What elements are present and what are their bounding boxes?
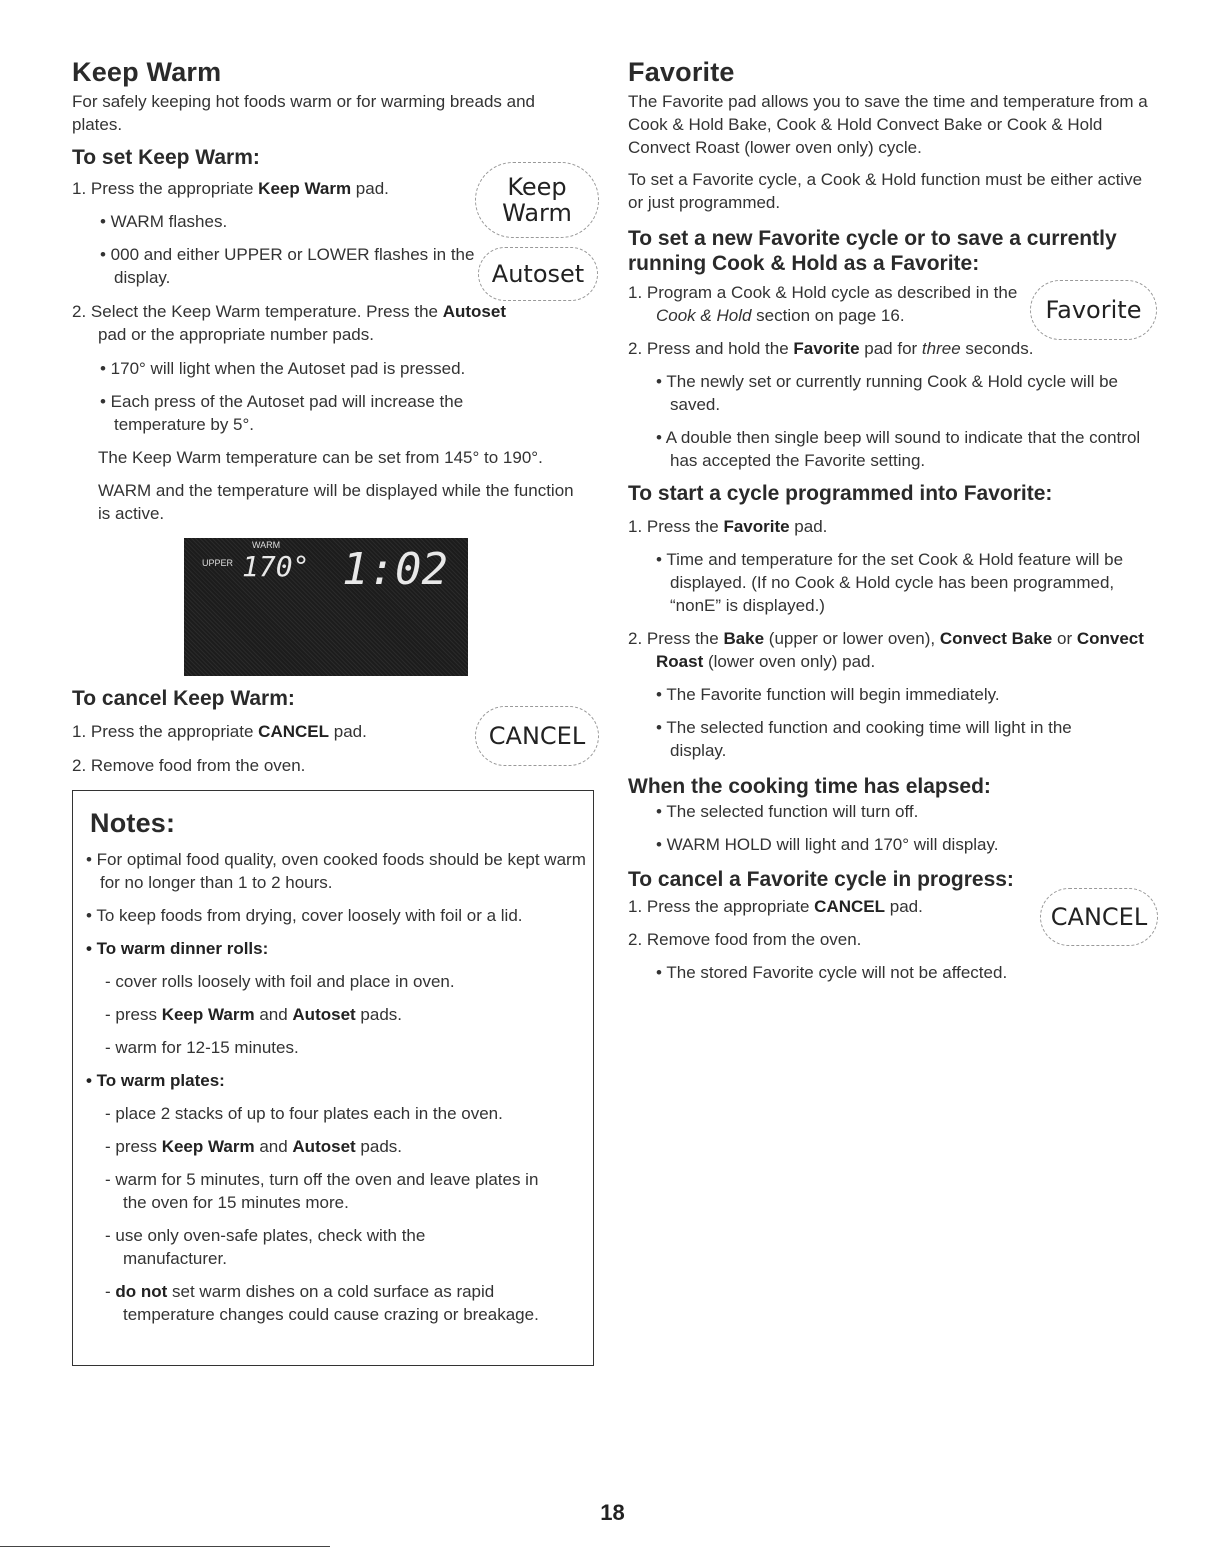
favorite-intro: The Favorite pad allows you to save the time and temperature from a Cook & Hold Bake, Cook & Hold Convect Bake or Cook & Hold Convect Roast (lower oven only) cycle. bbox=[628, 92, 1148, 157]
fav-step1-post: section on page 16. bbox=[751, 306, 905, 325]
note-plates-5-bold: do not bbox=[115, 1282, 168, 1301]
fav-step2-bold: Favorite bbox=[793, 339, 860, 358]
cancel-pad-left bbox=[475, 706, 599, 766]
fav-start-step1 bbox=[628, 515, 1028, 538]
note-plates-2-b1: Keep Warm bbox=[161, 1137, 255, 1156]
kw-step1 bbox=[72, 177, 472, 200]
display-warm-label: WARM bbox=[252, 540, 281, 550]
cancel-pad-right bbox=[1040, 888, 1158, 946]
note-plates-2-pre: - press bbox=[105, 1137, 162, 1156]
note-plates-2-mid: and bbox=[254, 1137, 293, 1156]
kw-step2 bbox=[72, 300, 518, 346]
note-plates-3: - warm for 5 minutes, turn off the oven and leave plates in the oven for 15 minutes more. bbox=[105, 1170, 539, 1212]
note-plates-1: - place 2 stacks of up to four plates each in the oven. bbox=[105, 1104, 503, 1123]
autoset-pad bbox=[478, 247, 598, 301]
favorite-intro2: To set a Favorite cycle, a Cook & Hold function must be either active or just programmed. bbox=[628, 170, 1143, 212]
kw-step1-bullet1: • WARM flashes. bbox=[100, 212, 228, 231]
fav-start1-post: pad. bbox=[789, 517, 828, 536]
start-favorite-heading: To start a cycle programmed into Favorite: bbox=[628, 482, 1053, 505]
fav-start2-pre: 2. Press the bbox=[628, 629, 724, 648]
note-plates-5-post: set warm dishes on a cold surface as rapid temperature changes could cause crazing or breakage. bbox=[123, 1282, 539, 1324]
kw-step2-text: 2. Select the Keep Warm temperature. Press the bbox=[72, 302, 443, 321]
pad-warm-label: Warm bbox=[502, 199, 572, 227]
kw-cancel-step2: 2. Remove food from the oven. bbox=[72, 756, 306, 775]
fav-step2-mid: pad for bbox=[859, 339, 922, 358]
keep-warm-pad bbox=[475, 162, 599, 238]
fav-cancel1-pre: 1. Press the appropriate bbox=[628, 897, 815, 916]
note-rolls-1: - cover rolls loosely with foil and place in oven. bbox=[105, 972, 455, 991]
cancel-keep-warm-heading: To cancel Keep Warm: bbox=[72, 687, 295, 710]
fav-start1-bold: Favorite bbox=[723, 517, 790, 536]
fav-start-step2 bbox=[628, 627, 1176, 673]
fav-start2-b2: Convect Bake bbox=[939, 629, 1053, 648]
note-rolls-3: - warm for 12-15 minutes. bbox=[105, 1038, 299, 1057]
fav-start-step1-bullet: • Time and temperature for the set Cook & Hold feature will be displayed. (If no Cook & Hold cycle has been programmed, “nonE” is displayed.) bbox=[656, 550, 1124, 615]
kw-step2-bold: Autoset bbox=[442, 302, 506, 321]
display-temperature: 170° bbox=[242, 550, 310, 583]
set-keep-warm-heading: To set Keep Warm: bbox=[72, 146, 260, 169]
display-upper-label: UPPER bbox=[202, 558, 234, 568]
favorite-title: Favorite bbox=[628, 57, 735, 87]
fav-step2-bullet2: • A double then single beep will sound to indicate that the control has accepted the Favorite setting. bbox=[656, 428, 1141, 470]
kw-cancel1-post: pad. bbox=[329, 722, 367, 741]
fav-start2-post: (lower oven only) pad. bbox=[703, 652, 876, 671]
notes-title: Notes: bbox=[90, 808, 176, 838]
pad-autoset-label: Autoset bbox=[491, 260, 585, 288]
note-plates-5-pre: - bbox=[105, 1282, 116, 1301]
kw-step2-post: pad or the appropriate number pads. bbox=[98, 325, 374, 344]
fav-step1-pre: 1. Program a Cook & Hold cycle as described in the bbox=[628, 283, 1018, 302]
note-rolls-heading bbox=[86, 937, 486, 960]
note-plates-heading bbox=[86, 1069, 486, 1092]
note-plates-5 bbox=[105, 1280, 563, 1326]
fav-cancel1-post: pad. bbox=[885, 897, 923, 916]
oven-display bbox=[184, 538, 468, 676]
kw-step1-post: pad. bbox=[351, 179, 389, 198]
favorite-pad bbox=[1030, 280, 1157, 340]
note-rolls-2-b2: Autoset bbox=[292, 1005, 356, 1024]
fav-start2-mid: (upper or lower oven), bbox=[764, 629, 940, 648]
fav-start2-b1: Bake bbox=[723, 629, 765, 648]
kw-step2-bullet2: • Each press of the Autoset pad will increase the temperature by 5°. bbox=[100, 392, 464, 434]
note-plates-4: - use only oven-safe plates, check with the manufacturer. bbox=[105, 1226, 426, 1268]
kw-step1-text: 1. Press the appropriate bbox=[72, 179, 259, 198]
fav-start2-b3: Convect Roast bbox=[656, 629, 1144, 671]
fav-step2-bullet1: • The newly set or currently running Cook & Hold cycle will be saved. bbox=[656, 372, 1119, 414]
kw-cancel1-bold: CANCEL bbox=[258, 722, 330, 741]
kw-step1-bold: Keep Warm bbox=[258, 179, 352, 198]
note-rolls-heading-text: • To warm dinner rolls: bbox=[86, 939, 269, 958]
note-2: • To keep foods from drying, cover loosely with foil or a lid. bbox=[86, 906, 523, 925]
elapsed-heading: When the cooking time has elapsed: bbox=[628, 775, 991, 798]
note-rolls-2-post: pads. bbox=[355, 1005, 402, 1024]
fav-step2-italic: three bbox=[921, 339, 961, 358]
kw-cancel-step1 bbox=[72, 720, 452, 743]
new-favorite-heading: To set a new Favorite cycle or to save a currently running Cook & Hold as a Favorite: bbox=[628, 227, 1117, 275]
note-rolls-2-mid: and bbox=[254, 1005, 293, 1024]
display-time: 1:02 bbox=[342, 544, 448, 595]
fav-step2 bbox=[628, 337, 1128, 360]
note-plates-2-post: pads. bbox=[355, 1137, 402, 1156]
note-plates-2 bbox=[105, 1135, 575, 1158]
cancel-favorite-heading: To cancel a Favorite cycle in progress: bbox=[628, 868, 1014, 891]
note-rolls-2-b1: Keep Warm bbox=[161, 1005, 255, 1024]
fav-start1-pre: 1. Press the bbox=[628, 517, 724, 536]
page-number: 18 bbox=[600, 1500, 625, 1525]
kw-range: The Keep Warm temperature can be set from 145° to 190°. bbox=[98, 448, 543, 467]
fav-start-step2-bullet1: • The Favorite function will begin immediately. bbox=[656, 685, 1000, 704]
kw-step1-bullet2: • 000 and either UPPER or LOWER flashes in the display. bbox=[100, 245, 475, 287]
fav-start-step2-bullet2: • The selected function and cooking time will light in the display. bbox=[656, 718, 1072, 760]
fav-step2-pre: 2. Press and hold the bbox=[628, 339, 794, 358]
note-rolls-2-pre: - press bbox=[105, 1005, 162, 1024]
footer-rule bbox=[0, 1546, 330, 1547]
note-plates-heading-text: • To warm plates: bbox=[86, 1071, 225, 1090]
fav-step1-italic: Cook & Hold bbox=[656, 306, 752, 325]
pad-cancel-label: CANCEL bbox=[488, 722, 586, 750]
note-rolls-2 bbox=[105, 1003, 575, 1026]
fav-cancel-step2-bullet: • The stored Favorite cycle will not be affected. bbox=[656, 963, 1008, 982]
pad-favorite-label: Favorite bbox=[1045, 296, 1142, 324]
pad-keep-label: Keep bbox=[507, 173, 567, 201]
kw-step2-bullet1: • 170° will light when the Autoset pad is pressed. bbox=[100, 359, 466, 378]
note-1: • For optimal food quality, oven cooked foods should be kept warm for no longer than 1 to 2 hours. bbox=[86, 850, 586, 892]
note-plates-2-b2: Autoset bbox=[292, 1137, 356, 1156]
fav-step1 bbox=[628, 281, 1036, 327]
keep-warm-intro: For safely keeping hot foods warm or for warming breads and plates. bbox=[72, 92, 536, 134]
pad-cancel-right-label: CANCEL bbox=[1050, 903, 1148, 931]
fav-step2-post: seconds. bbox=[960, 339, 1034, 358]
fav-cancel-step1 bbox=[628, 895, 1008, 918]
fav-cancel1-bold: CANCEL bbox=[814, 897, 886, 916]
elapsed-bullet1: • The selected function will turn off. bbox=[656, 802, 919, 821]
kw-display-text: WARM and the temperature will be displayed while the function is active. bbox=[98, 481, 574, 523]
keep-warm-title: Keep Warm bbox=[72, 57, 222, 87]
elapsed-bullet2: • WARM HOLD will light and 170° will display. bbox=[656, 835, 999, 854]
fav-cancel-step2: 2. Remove food from the oven. bbox=[628, 930, 862, 949]
fav-start2-mid2: or bbox=[1052, 629, 1077, 648]
kw-cancel1-text: 1. Press the appropriate bbox=[72, 722, 259, 741]
